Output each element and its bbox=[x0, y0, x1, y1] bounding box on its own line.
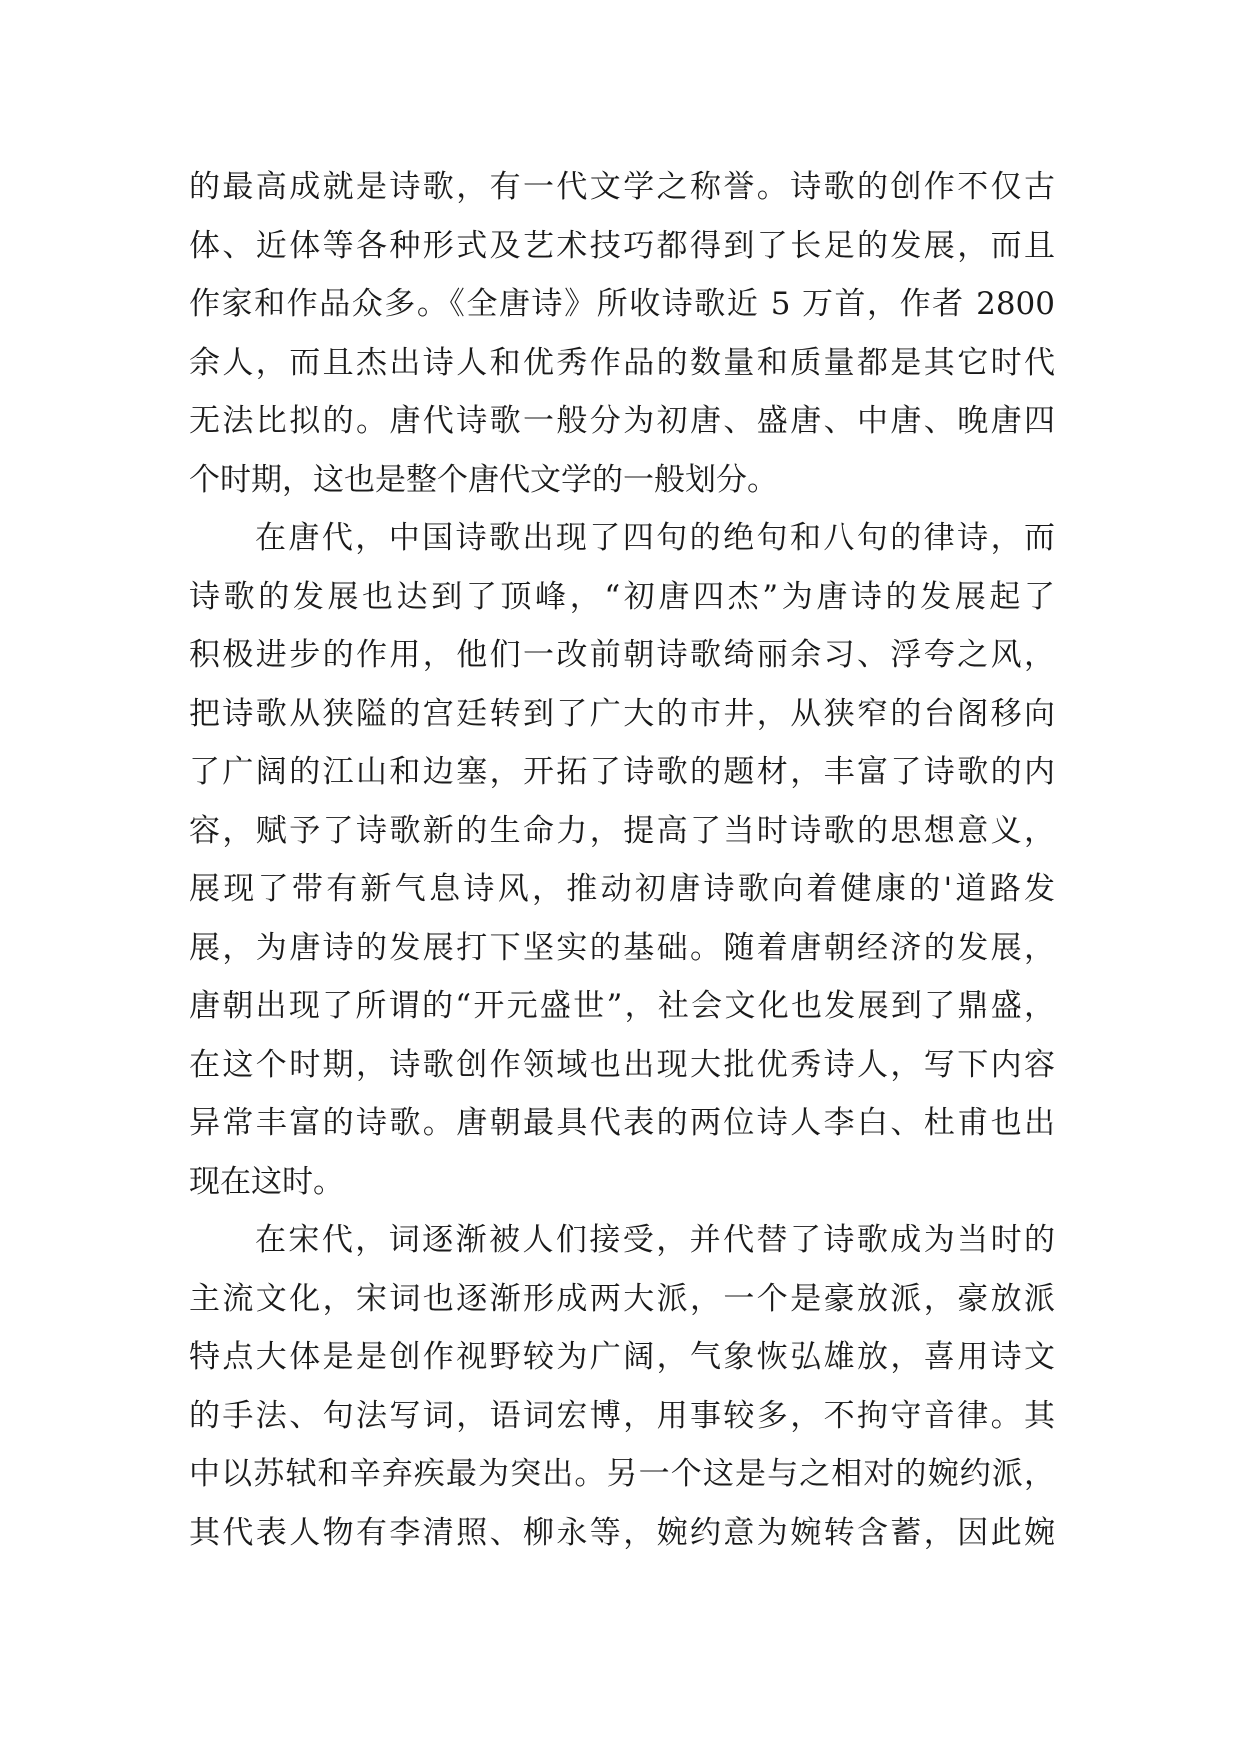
paragraph-2-line-11: 异常丰富的诗歌。唐朝最具代表的两位诗人李白、杜甫也出 bbox=[189, 1105, 1055, 1141]
paragraph-1-line-6: 个时期，这也是整个唐代文学的一般划分。 bbox=[189, 461, 778, 498]
paragraph-2-line-1: 在唐代，中国诗歌出现了四句的绝句和八句的律诗，而 bbox=[255, 520, 1055, 556]
paragraph-1-line-5: 无法比拟的。唐代诗歌一般分为初唐、盛唐、中唐、晚唐四 bbox=[189, 403, 1055, 439]
paragraph-2-line-10: 在这个时期，诗歌创作领域也出现大批优秀诗人，写下内容 bbox=[189, 1046, 1055, 1083]
paragraph-3-line-2: 主流文化，宋词也逐渐形成两大派，一个是豪放派，豪放派 bbox=[189, 1280, 1055, 1317]
document-body bbox=[189, 158, 1055, 1562]
paragraph-1-line-2: 体、近体等各种形式及艺术技巧都得到了长足的发展，而且 bbox=[189, 227, 1055, 264]
paragraph-2-line-2: 诗歌的发展也达到了顶峰，“初唐四杰”为唐诗的发展起了 bbox=[189, 578, 1055, 615]
paragraph-3-line-3: 特点大体是是创作视野较为广阔，气象恢弘雄放，喜用诗文 bbox=[189, 1339, 1055, 1375]
paragraph-3-line-6: 其代表人物有李清照、柳永等，婉约意为婉转含蓄，因此婉 bbox=[189, 1514, 1055, 1551]
paragraph-2-line-4: 把诗歌从狭隘的宫廷转到了广大的市井，从狭窄的台阁移向 bbox=[189, 695, 1055, 732]
paragraph-2-line-3: 积极进步的作用，他们一改前朝诗歌绮丽余习、浮夸之风， bbox=[189, 637, 1055, 673]
paragraph-3-line-4: 的手法、句法写词，语词宏博，用事较多，不拘守音律。其 bbox=[189, 1397, 1055, 1434]
paragraph-3-line-5: 中以苏轼和辛弃疾最为突出。另一个这是与之相对的婉约派， bbox=[189, 1456, 1055, 1492]
paragraph-1-line-3: 作家和作品众多。《全唐诗》所收诗歌近 5 万首，作者 2800 bbox=[189, 286, 1055, 322]
paragraph-1-line-1: 的最高成就是诗歌，有一代文学之称誉。诗歌的创作不仅古 bbox=[189, 169, 1055, 205]
paragraph-2-line-5: 了广阔的江山和边塞，开拓了诗歌的题材，丰富了诗歌的内 bbox=[189, 754, 1055, 790]
paragraph-2-line-12: 现在这时。 bbox=[189, 1163, 344, 1200]
paragraph-2-line-6: 容，赋予了诗歌新的生命力，提高了当时诗歌的思想意义， bbox=[189, 812, 1055, 849]
paragraph-3-line-1: 在宋代，词逐渐被人们接受，并代替了诗歌成为当时的 bbox=[255, 1222, 1055, 1258]
paragraph-2-line-9: 唐朝出现了所谓的“开元盛世”，社会文化也发展到了鼎盛， bbox=[189, 988, 1055, 1024]
paragraph-1-line-4: 余人，而且杰出诗人和优秀作品的数量和质量都是其它时代 bbox=[189, 344, 1055, 381]
paragraph-2-line-7: 展现了带有新气息诗风，推动初唐诗歌向着健康的'道路发 bbox=[189, 871, 1055, 907]
paragraph-2-line-8: 展，为唐诗的发展打下坚实的基础。随着唐朝经济的发展， bbox=[189, 929, 1055, 966]
